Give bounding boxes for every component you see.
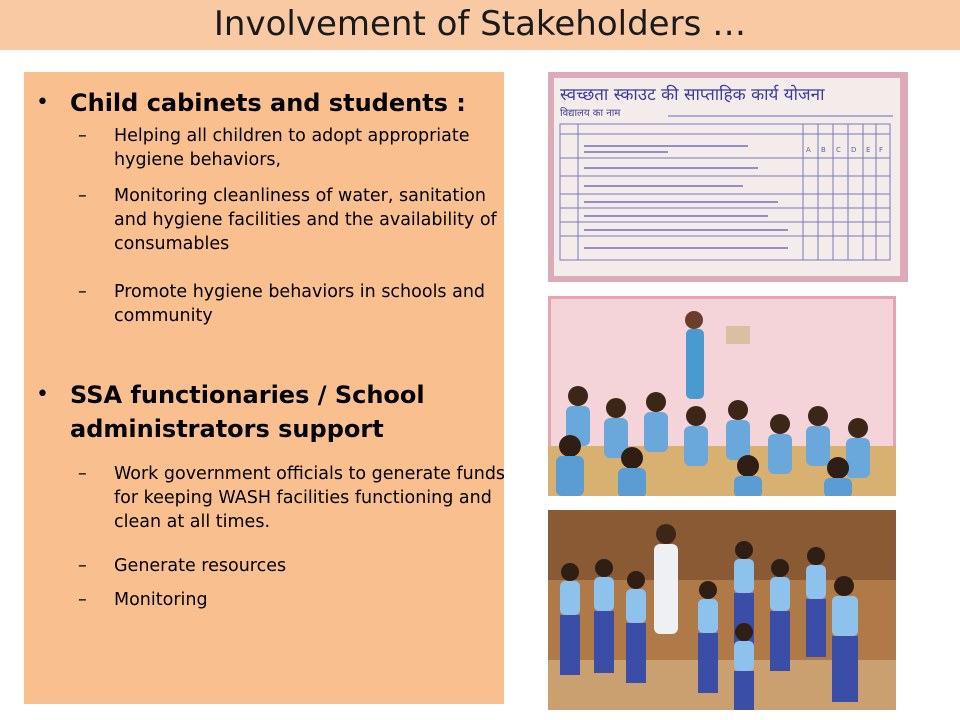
svg-text:F: F bbox=[879, 146, 884, 154]
bullet-icon: • bbox=[36, 90, 49, 115]
dash-icon: – bbox=[78, 556, 87, 576]
svg-text:C: C bbox=[836, 146, 841, 154]
students-line-photo bbox=[548, 510, 896, 710]
list-item: – Monitoring cleanliness of water, sanitation and hygiene facilities and the availability of consumables bbox=[78, 186, 497, 254]
svg-text:A: A bbox=[806, 146, 811, 154]
list-item: – Work government officials to generate funds for keeping WASH facilities functioning and clean at all times. bbox=[78, 464, 506, 532]
slide-title: Involvement of Stakeholders … bbox=[213, 4, 747, 44]
classroom-photo bbox=[548, 296, 896, 496]
list-item: – Promote hygiene behaviors in schools and community bbox=[78, 282, 486, 326]
section-heading: • Child cabinets and students : bbox=[70, 86, 500, 120]
text-panel bbox=[24, 72, 504, 704]
bullet-icon: • bbox=[36, 382, 49, 407]
list-item: – Generate resources bbox=[78, 556, 287, 576]
dash-icon: – bbox=[78, 590, 87, 610]
list-item: – Monitoring bbox=[78, 590, 208, 610]
chart-subheader: विद्यालय का नाम bbox=[560, 108, 621, 119]
section-heading: • SSA functionaries / School administrators support bbox=[70, 378, 500, 446]
svg-text:E: E bbox=[866, 146, 871, 154]
list-item: – Helping all children to adopt appropriate hygiene behaviors, bbox=[78, 126, 470, 170]
dash-icon: – bbox=[78, 464, 87, 484]
chart-header: स्वच्छता स्काउट की साप्ताहिक कार्य योजना bbox=[560, 85, 825, 105]
svg-text:D: D bbox=[851, 146, 857, 154]
dash-icon: – bbox=[78, 186, 87, 206]
dash-icon: – bbox=[78, 126, 87, 146]
hygiene-chart-photo bbox=[548, 72, 908, 282]
dash-icon: – bbox=[78, 282, 87, 302]
svg-text:B: B bbox=[821, 146, 826, 154]
